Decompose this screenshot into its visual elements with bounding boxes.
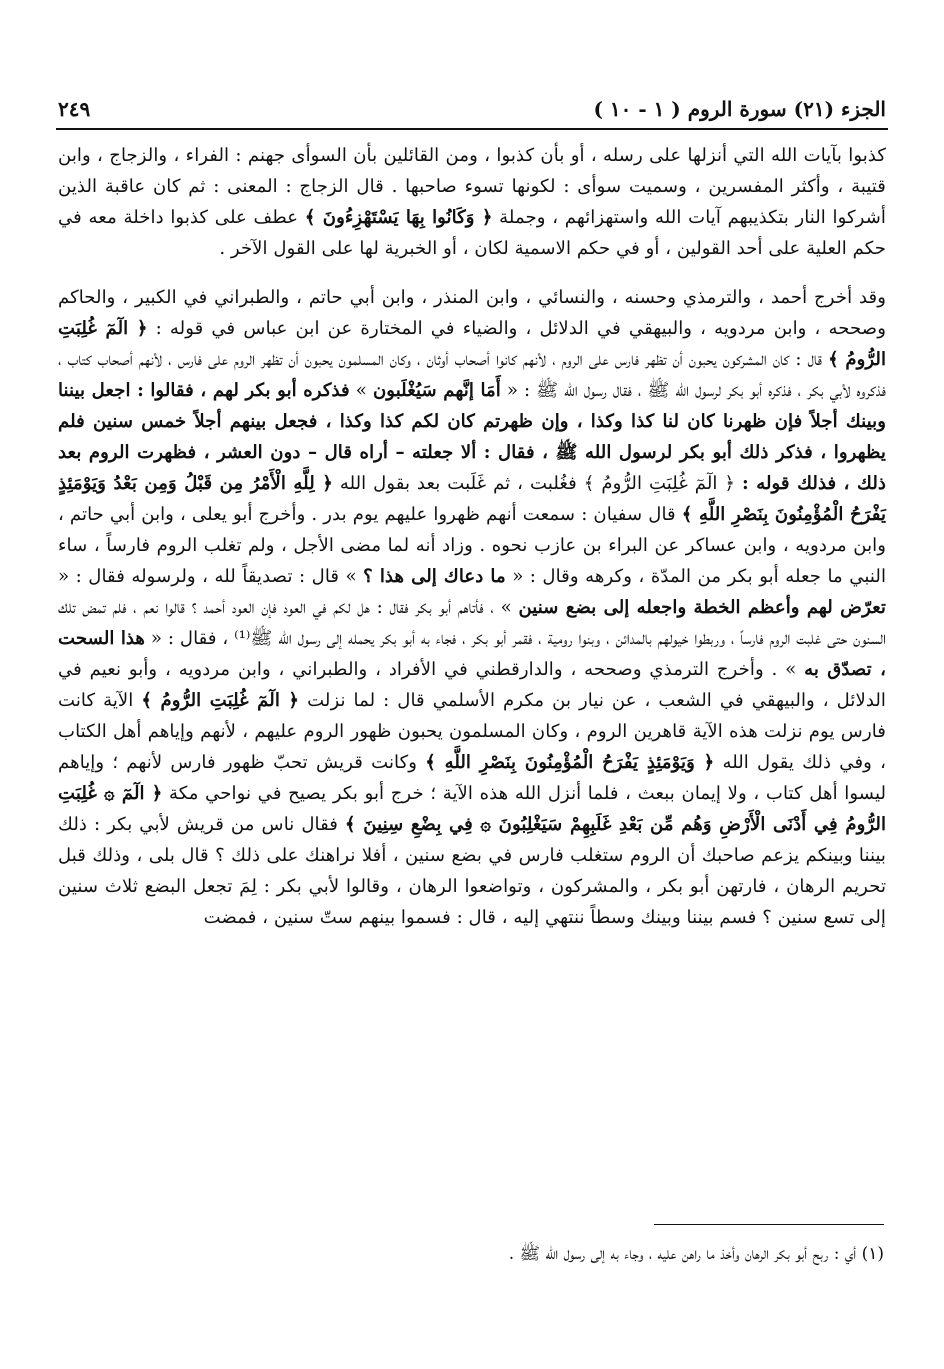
body-text: قال سفيان : سمعت أنهم ظهروا عليهم يوم بدر . وأخرج أبو يعلى ، وابن أبي حاتم ، وابن مردويه ، وابن عساكر عن البراء بن عازب نحوه . وزاد أنه لما مضى الأجل ، ولم تغلب الروم فارساً ، ساء النبي ما جعله أبو بكر من المدّة ، وكرهه وقال : « <box>58 504 886 587</box>
body-text: قال : كان المشركون يحبون أن تظهر فارس على الروم ، لأنهم كانوا أصحاب أوثان ، وكان المسلمون يحبون أن تظهر الروم على فارس ، لأنهم أصحاب كتاب ، فذكروه لأبي بكر ، فذكره أبو بكر لرسول الله ﷺ ، فقال رسول الله ﷺ : « <box>58 349 886 401</box>
header-rule <box>56 128 888 130</box>
footnote: (١) أي : ربح أبو بكر الرهان وأخذ ما راهن عليه ، وجاء به إلى رسول الله ﷺ . <box>508 1244 884 1264</box>
emphasized-text: ﴿ الٓمٓ غُلِبَتِ الرُّومُ ﴾ <box>141 690 300 711</box>
emphasized-text: هذا السحت ، تصدّق به <box>58 628 886 680</box>
emphasized-text: ﴿ وَكَانُوا بِهَا يَسْتَهْزِءُونَ ﴾ <box>304 207 493 228</box>
emphasized-text: فذكره أبو بكر لهم ، فقالوا : اجعل بيننا وبينك أجلاً فإن ظهرنا كان لنا كذا وكذا ، وإن ظهرتم كان لكم كذا وكذا ، فجعل بينهم أجلاً خمس سنين فلم يظهروا ، فذكر ذلك أبو بكر لرسول الله ﷺ ، فقال : ألا جعلته – أراه قال – دون العشر ، فظهرت الروم بعد ذلك ، فذلك قوله : <box>58 380 886 494</box>
body-text: وقد أخرج أحمد ، والترمذي وحسنه ، والنسائي ، وابن المنذر ، وابن أبي حاتم ، والطبراني في الكبير ، والحاكم وصححه ، وابن مردويه ، والبيهقي في الدلائل ، والضياء في المختارة عن ابن عباس في قوله : <box>58 287 886 339</box>
body-text: » قال : تصديقاً لله ، ولرسوله فقال : « <box>58 566 364 587</box>
emphasized-text: أَمَا إنَّهم سَيُغْلَبون <box>372 380 501 401</box>
body-text: عطف على كذبوا داخلة معه في حكم العلية على أحد القولين ، أو في حكم الاسمية لكان ، أو الخبرية لها على القول الآخر . <box>58 207 886 259</box>
emphasized-text: تعرّض لهم وأعظم الخطة واجعله إلى بضع سنين <box>518 597 886 618</box>
body-text: ﴿ الٓمٓ غُلِبَتِ الرُّومُ ﴾ فغُلبت ، ثم غَلَبت بعد بقول الله <box>332 473 742 494</box>
body-text: فقال ناس من قريش لأبي بكر : ذلك بيننا وبينكم يزعم صاحبك أن الروم ستغلب فارس في بضع سنين ، أفلا نراهنك على ذلك ؟ قال بلى ، وذلك قبل تحريم الرهان ، فارتهن أبو بكر ، والمشركون ، وتواضعوا الرهان ، وقالوا لأبي بكر : لِمَ تجعل البضع ثلاث سنين إلى تسع سنين ؟ فسم بيننا وبينك وسطاً ننتهي إليه ، قال : فسموا بينهم ستّ سنين ، فمضت <box>58 814 886 928</box>
body-text: » . وأخرج الترمذي وصححه ، والدارقطني في الأفراد ، والطبراني ، وابن مردويه ، وأبو نعيم في الدلائل ، والبيهقي في الشعب ، عن نيار بن مكرم الأسلمي قال : لما نزلت <box>58 659 886 711</box>
emphasized-text: ﴿ الٓمٓ غُلِبَتِ الرُّومُ ﴾ <box>58 318 886 370</box>
page-number: ٢٤٩ <box>58 97 91 121</box>
body-text: » <box>349 380 373 401</box>
emphasized-text: ﴿ وَيَوْمَئِذٍ يَفْرَحُ الْمُؤْمِنُونَ بِنَصْرِ اللَّهِ ﴾ <box>425 752 715 773</box>
page-body <box>58 140 886 933</box>
body-text: كذبوا بآيات الله التي أنزلها على رسله ، أو بأن كذبوا ، ومن القائلين بأن السوأى جهنم : الفراء ، والزجاج ، وابن قتيبة ، وأكثر المفسرين ، وسميت سوأى : لكونها تسوء صاحبها . قال الزجاج : المعنى : ثم كان عاقبة الذين أشركوا النار بتكذيبهم آيات الله واستهزائهم ، وجملة <box>58 145 886 228</box>
running-title: الجزء (٢١) سورة الروم ( ١ - ١٠ ) <box>593 97 886 121</box>
emphasized-text: ﴿ الٓمٓ ۞ غُلِبَتِ الرُّومُ فِي أَدْنَى الْأَرْضِ وَهُم مِّن بَعْدِ غَلَبِهِمْ سَيَغْلِبُونَ ۞ فِي بِضْعِ سِنِينَ ﴾ <box>58 783 886 835</box>
paragraph-1 <box>58 140 886 264</box>
body-text: وكانت قريش تحبّ ظهور فارس لأنهم ؛ وإياهم ليسوا أهل كتاب ، ولا إيمان ببعث ، فلما أنزل الله هذه الآية ؛ خرج أبو بكر يصيح في نواحي مكة <box>58 752 887 804</box>
paragraph-2 <box>58 282 886 933</box>
body-text: » ، فأتاهم أبو بكر فقال : هل لكم في العود فإن العود أحمد ؟ قالوا نعم ، فلم تمض تلك السنون حتى غلبت الروم فارساً ، وربطوا خيولهم بالمدائن ، وبنوا رومية ، فقمر أبو بكر ، فجاء به أبو بكر يحمله إلى رسول الله ﷺ⁽¹⁾ ، فقال : « <box>58 597 886 649</box>
page-header <box>58 92 886 126</box>
emphasized-text: ﴿ لِلَّهِ الْأَمْرُ مِن قَبْلُ وَمِن بَعْدُ وَيَوْمَئِذٍ يَفْرَحُ الْمُؤْمِنُونَ بِنَصْرِ اللَّهِ ﴾ <box>58 473 887 525</box>
emphasized-text: ما دعاك إلى هذا ؟ <box>363 566 506 587</box>
footnote-rule <box>654 1224 884 1225</box>
body-text: الآية كانت فارس يوم نزلت هذه الآية قاهرين الروم ، وكان المسلمون يحبون ظهور الروم عليهم ، لأنهم وإياهم أهل الكتاب ، وفي ذلك يقول الله <box>58 690 886 773</box>
